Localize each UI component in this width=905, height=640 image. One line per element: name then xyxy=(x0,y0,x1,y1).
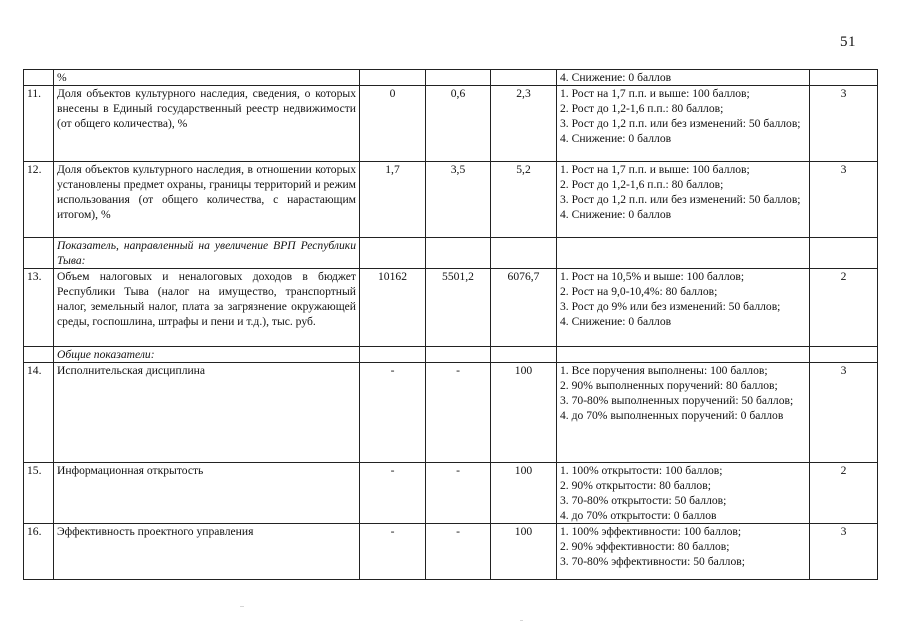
value-col-2: 0,6 xyxy=(426,86,491,162)
value-col-1: 1,7 xyxy=(360,162,426,238)
row-number: 11. xyxy=(24,86,54,162)
value-col-3: 100 xyxy=(491,363,557,463)
criteria-item: 4. Снижение: 0 баллов xyxy=(560,208,672,221)
value-col-1: - xyxy=(360,524,426,580)
value-col-2 xyxy=(426,70,491,86)
value-col-3 xyxy=(491,238,557,269)
criteria-item: 4. до 70% открытости: 0 баллов xyxy=(560,509,717,522)
criteria-item: 1. Рост на 1,7 п.п. и выше: 100 баллов; xyxy=(560,87,750,100)
score-cell: 3 xyxy=(810,524,878,580)
criteria-item: 4. Снижение: 0 баллов xyxy=(560,315,672,328)
table-body xyxy=(24,70,878,580)
scan-artifact xyxy=(240,606,244,607)
row-number xyxy=(24,70,54,86)
indicator-name: Доля объектов культурного наследия, в отношении которых установлены предмет охраны, границы территорий и режим использования (от общего количества, с нарастающим итогом), % xyxy=(54,162,360,238)
criteria-item: 3. 70-80% выполненных поручений: 50 баллов; xyxy=(560,394,794,407)
table-row xyxy=(24,70,878,86)
page-number: 51 xyxy=(840,34,856,50)
value-col-2: - xyxy=(426,524,491,580)
criteria-item: 3. 70-80% открытости: 50 баллов; xyxy=(560,494,727,507)
value-col-1 xyxy=(360,347,426,363)
criteria-item: 2. Рост до 1,2-1,6 п.п.: 80 баллов; xyxy=(560,178,724,191)
row-number: 15. xyxy=(24,463,54,524)
indicator-name: Доля объектов культурного наследия, сведения, о которых внесены в Единый государственный реестр недвижимости (от общего количества), % xyxy=(54,86,360,162)
section-heading: Общие показатели: xyxy=(54,347,360,363)
criteria-item: 4. до 70% выполненных поручений: 0 баллов xyxy=(560,409,784,422)
value-col-1: 0 xyxy=(360,86,426,162)
indicator-name: Информационная открытость xyxy=(54,463,360,524)
criteria-item: 2. 90% эффективности: 80 баллов; xyxy=(560,540,730,553)
criteria-item: 4. Снижение: 0 баллов xyxy=(560,132,672,145)
value-col-1 xyxy=(360,70,426,86)
value-col-3 xyxy=(491,70,557,86)
row-number: 16. xyxy=(24,524,54,580)
value-col-2: - xyxy=(426,363,491,463)
criteria-item: 1. 100% открытости: 100 баллов; xyxy=(560,464,723,477)
score-cell: 3 xyxy=(810,363,878,463)
table-row xyxy=(24,162,878,238)
criteria-item: 1. 100% эффективности: 100 баллов; xyxy=(560,525,742,538)
score-cell xyxy=(810,238,878,269)
table-row xyxy=(24,269,878,347)
row-number xyxy=(24,347,54,363)
row-number: 12. xyxy=(24,162,54,238)
value-col-1: - xyxy=(360,463,426,524)
criteria-item: 1. Рост на 1,7 п.п. и выше: 100 баллов; xyxy=(560,163,750,176)
value-col-1: 10162 xyxy=(360,269,426,347)
indicator-name: Объем налоговых и неналоговых доходов в бюджет Республики Тыва (налог на имущество, транспортный налог, земельный налог, плата за загрязнение окружающей среды, госпошлина, штрафы и пени и т.д.), тыс. руб. xyxy=(54,269,360,347)
value-col-2: 5501,2 xyxy=(426,269,491,347)
score-cell: 2 xyxy=(810,269,878,347)
criteria-item: 1. Все поручения выполнены: 100 баллов; xyxy=(560,364,768,377)
criteria-cell xyxy=(557,524,810,580)
value-col-1 xyxy=(360,238,426,269)
indicators-table xyxy=(23,69,878,580)
score-cell: 3 xyxy=(810,162,878,238)
criteria-cell xyxy=(557,463,810,524)
criteria-item: 4. Снижение: 0 баллов xyxy=(560,71,672,84)
criteria-cell xyxy=(557,238,810,269)
table-row xyxy=(24,524,878,580)
value-col-2 xyxy=(426,238,491,269)
indicator-name: % xyxy=(54,70,360,86)
section-heading: Показатель, направленный на увеличение ВРП Республики Тыва: xyxy=(54,238,360,269)
indicator-name: Исполнительская дисциплина xyxy=(54,363,360,463)
value-col-3 xyxy=(491,347,557,363)
row-number: 14. xyxy=(24,363,54,463)
criteria-item: 3. Рост до 9% или без изменений: 50 баллов; xyxy=(560,300,781,313)
indicator-name: Эффективность проектного управления xyxy=(54,524,360,580)
criteria-cell xyxy=(557,363,810,463)
criteria-cell xyxy=(557,347,810,363)
criteria-item: 3. Рост до 1,2 п.п. или без изменений: 50 баллов; xyxy=(560,117,801,130)
value-col-1: - xyxy=(360,363,426,463)
score-cell: 2 xyxy=(810,463,878,524)
score-cell: 3 xyxy=(810,86,878,162)
value-col-3: 100 xyxy=(491,463,557,524)
criteria-item: 3. Рост до 1,2 п.п. или без изменений: 50 баллов; xyxy=(560,193,801,206)
value-col-3: 6076,7 xyxy=(491,269,557,347)
section-row xyxy=(24,238,878,269)
section-row xyxy=(24,347,878,363)
row-number: 13. xyxy=(24,269,54,347)
criteria-item: 3. 70-80% эффективности: 50 баллов; xyxy=(560,555,745,568)
criteria-cell xyxy=(557,162,810,238)
table-row xyxy=(24,363,878,463)
score-cell xyxy=(810,70,878,86)
value-col-2: 3,5 xyxy=(426,162,491,238)
criteria-item: 2. Рост на 9,0-10,4%: 80 баллов; xyxy=(560,285,718,298)
criteria-item: 2. Рост до 1,2-1,6 п.п.: 80 баллов; xyxy=(560,102,724,115)
table-row xyxy=(24,86,878,162)
criteria-cell xyxy=(557,269,810,347)
value-col-2 xyxy=(426,347,491,363)
criteria-cell xyxy=(557,86,810,162)
value-col-3: 2,3 xyxy=(491,86,557,162)
criteria-cell xyxy=(557,70,810,86)
value-col-3: 100 xyxy=(491,524,557,580)
criteria-item: 1. Рост на 10,5% и выше: 100 баллов; xyxy=(560,270,745,283)
scan-artifact xyxy=(520,620,523,621)
criteria-item: 2. 90% открытости: 80 баллов; xyxy=(560,479,711,492)
row-number xyxy=(24,238,54,269)
value-col-3: 5,2 xyxy=(491,162,557,238)
score-cell xyxy=(810,347,878,363)
criteria-item: 2. 90% выполненных поручений: 80 баллов; xyxy=(560,379,778,392)
table-row xyxy=(24,463,878,524)
value-col-2: - xyxy=(426,463,491,524)
